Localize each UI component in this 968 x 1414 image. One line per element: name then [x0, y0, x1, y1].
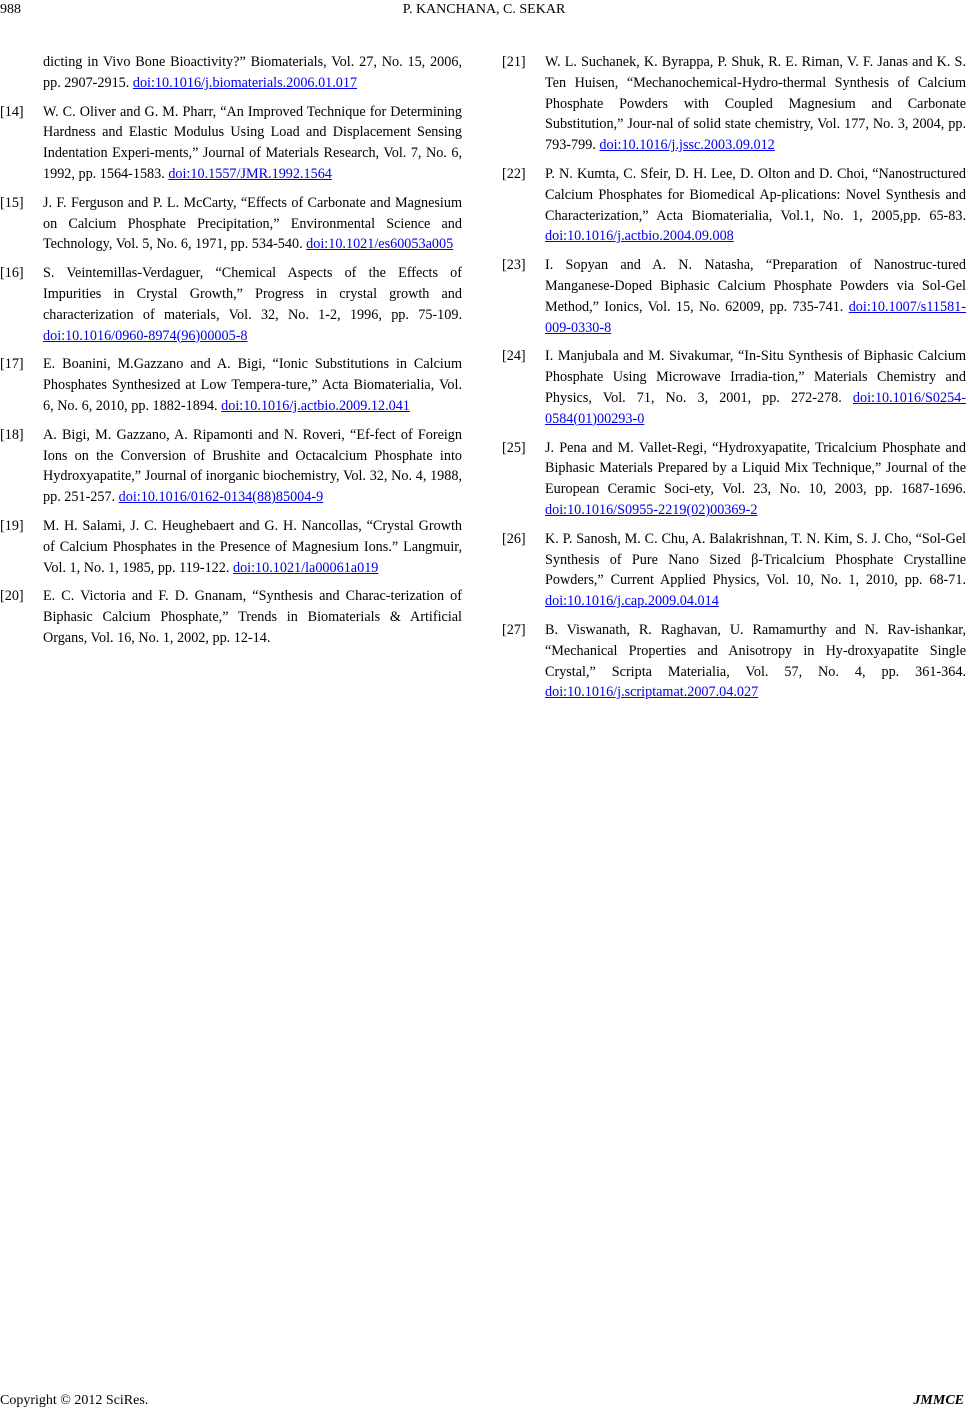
reference-item: [0, 425, 462, 508]
copyright-notice: Copyright © 2012 SciRes.: [0, 1393, 149, 1408]
doi-link[interactable]: doi:10.1016/0960-8974(96)00005-8: [43, 327, 248, 344]
reference-number: [14]: [0, 103, 24, 120]
reference-number: [19]: [0, 517, 24, 534]
doi-link[interactable]: doi:10.1016/j.jssc.2003.09.012: [599, 137, 775, 154]
reference-text: J. Pena and M. Vallet-Regi, “Hydroxyapatite, Tricalcium Phosphate and Biphasic Materials Prepared by a Liquid Mix Technique,” Journal of the European Ceramic Soci-ety, Vol. 23, No. 10, 2003, pp. 1687-1696.: [545, 439, 966, 498]
doi-link[interactable]: doi:10.1016/j.actbio.2009.12.041: [221, 397, 410, 414]
reference-text: W. C. Oliver and G. M. Pharr, “An Improved Technique for Determining Hardness and Elastic Modulus Using Load and Displacement Sensing Indentation Experi-ments,” Journal of Materials Research, Vol. 7, No. 6, 1992, pp. 1564-1583.: [43, 103, 462, 182]
reference-item: [0, 52, 462, 94]
doi-link[interactable]: doi:10.1557/JMR.1992.1564: [168, 165, 332, 182]
reference-item: [502, 52, 966, 156]
reference-number: [26]: [502, 530, 526, 547]
reference-number: [24]: [502, 348, 526, 365]
reference-number: [18]: [0, 426, 24, 443]
reference-number: [23]: [502, 257, 526, 274]
reference-item: [0, 193, 462, 255]
reference-text: E. C. Victoria and F. D. Gnanam, “Synthesis and Charac-terization of Biphasic Calcium Phosphate,” Trends in Biomaterials & Artificial Organs, Vol. 16, No. 1, 2002, pp. 12-14.: [43, 588, 462, 646]
reference-text: dicting in Vivo Bone Bioactivity?” Biomaterials, Vol. 27, No. 15, 2006, pp. 2907-2915.: [43, 54, 462, 91]
reference-column-right: [502, 52, 966, 711]
reference-text: S. Veintemillas-Verdaguer, “Chemical Aspects of the Effects of Impurities in Crystal Growth,” Progress in crystal growth and characterization of materials, Vol. 32, No. 1-2, 1996, pp. 75-109.: [43, 265, 462, 323]
doi-link[interactable]: doi:10.1007/s11581-009-0330-8: [545, 298, 966, 336]
doi-link[interactable]: doi:10.1021/la00061a019: [232, 559, 379, 576]
doi-link[interactable]: doi:10.1016/j.cap.2009.04.014: [545, 593, 719, 610]
reference-text: E. Boanini, M.Gazzano and A. Bigi, “Ionic Substitutions in Calcium Phosphates Synthesized at Low Tempera-ture,” Acta Biomaterialia, Vol. 6, No. 6, 2010, pp. 1882-1894.: [43, 356, 462, 414]
reference-number: [21]: [502, 54, 526, 70]
reference-item: [502, 255, 966, 338]
doi-link[interactable]: doi:10.1021/es60053a005: [306, 236, 454, 253]
reference-item: [0, 102, 462, 185]
reference-number: [27]: [502, 621, 526, 638]
doi-link[interactable]: doi:10.1016/0162-0134(88)85004-9: [118, 489, 324, 506]
page-header: [0, 0, 968, 24]
reference-number: [20]: [0, 588, 24, 605]
reference-item: [502, 164, 966, 247]
reference-number: [25]: [502, 439, 526, 456]
doi-link[interactable]: doi:10.1016/S0254-0584(01)00293-0: [545, 389, 966, 427]
reference-item: [502, 620, 966, 703]
running-title: P. KANCHANA, C. SEKAR: [402, 2, 566, 17]
page-number: 988: [0, 2, 21, 17]
reference-number: [17]: [0, 356, 24, 373]
reference-text: M. H. Salami, J. C. Heughebaert and G. H. Nancollas, “Crystal Growth of Calcium Phosphates in the Presence of Magnesium Ions.” Langmuir, Vol. 1, No. 1, 1985, pp. 119-122.: [43, 517, 462, 576]
journal-name: JMMCE: [913, 1393, 964, 1408]
reference-item: [0, 263, 462, 346]
doi-link[interactable]: doi:10.1016/j.biomaterials.2006.01.017: [132, 74, 358, 91]
reference-item: [502, 438, 966, 521]
reference-text: A. Bigi, M. Gazzano, A. Ripamonti and N. Roveri, “Ef-fect of Foreign Ions on the Conversion of Brushite and Octacalcium Phosphate into Hydroxyapatite,” Journal of inorganic biochemistry, Vol. 32, No. 4, 1988, pp. 251-257.: [43, 426, 462, 506]
doi-link[interactable]: doi:10.1016/S0955-2219(02)00369-2: [545, 501, 758, 518]
reference-item: [0, 354, 462, 416]
reference-column-left: [0, 52, 462, 657]
reference-number: [22]: [502, 165, 526, 182]
reference-number: [15]: [0, 194, 24, 211]
reference-text: P. N. Kumta, C. Sfeir, D. H. Lee, D. Olton and D. Choi, “Nanostructured Calcium Phosphates for Biomedical Ap-plications: Novel Synthesis and Characterization,” Acta Biomaterialia, Vol.1, No. 1, 2005,pp. 65-83.: [545, 165, 966, 224]
reference-item: [502, 529, 966, 612]
doi-link[interactable]: doi:10.1016/j.actbio.2004.09.008: [545, 228, 734, 245]
doi-link[interactable]: doi:10.1016/j.scriptamat.2007.04.027: [545, 684, 759, 701]
reference-text: I. Sopyan and A. N. Natasha, “Preparation of Nanostruc-tured Manganese-Doped Biphasic Calcium Phosphate Powders via Sol-Gel Method,” Ionics, Vol. 15, No. 62009, pp. 735-741.: [545, 257, 966, 315]
reference-text: K. P. Sanosh, M. C. Chu, A. Balakrishnan, T. N. Kim, S. J. Cho, “Sol-Gel Synthesis of Pure Nano Sized β-Tricalcium Phosphate Crystalline Powders,” Current Applied Physics, Vol. 10, No. 1, 2010, pp. 68-71.: [545, 530, 966, 589]
reference-number: [16]: [0, 265, 24, 282]
reference-text: I. Manjubala and M. Sivakumar, “In-Situ Synthesis of Biphasic Calcium Phosphate Using Microwave Irradia-tion,” Materials Chemistry and Physics, Vol. 71, No. 3, 2001, pp. 272-278.: [545, 348, 966, 406]
reference-text: W. L. Suchanek, K. Byrappa, P. Shuk, R. E. Riman, V. F. Janas and K. S. Ten Huisen, “Mechanochemical-Hydro-thermal Synthesis of Calcium Phosphate Powders with Coupled Magnesium and Carbonate Substitution,” Jour-nal of solid state chemistry, Vol. 177, No. 3, 2004, pp. 793-799.: [545, 54, 966, 154]
page-footer: [0, 1393, 968, 1413]
reference-item: [0, 586, 462, 648]
reference-item: [0, 516, 462, 578]
reference-text: J. F. Ferguson and P. L. McCarty, “Effects of Carbonate and Magnesium on Calcium Phosphate Precipitation,” Environmental Science and Technology, Vol. 5, No. 6, 1971, pp. 534-540.: [43, 194, 462, 253]
reference-item: [502, 346, 966, 429]
reference-text: B. Viswanath, R. Raghavan, U. Ramamurthy and N. Rav-ishankar, “Mechanical Properties and Anisotropy in Hy-droxyapatite Single Crystal,” Scripta Materialia, Vol. 57, No. 4, pp. 361-364.: [545, 621, 966, 680]
